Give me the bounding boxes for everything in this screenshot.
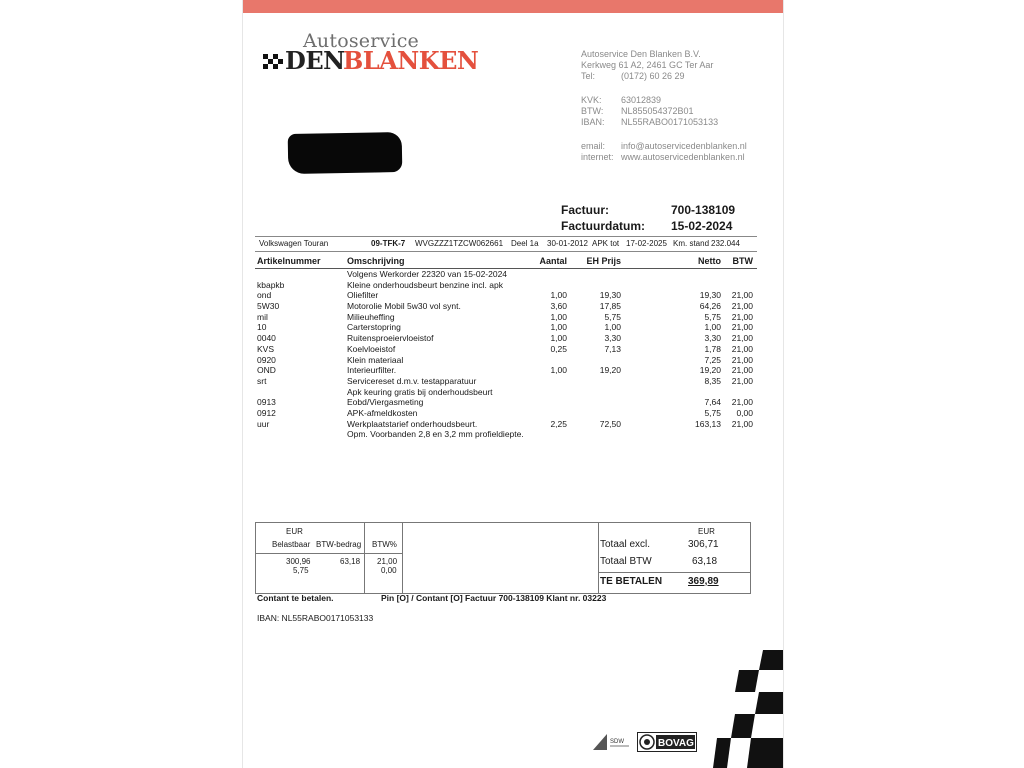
- row-artikelnummer: 10: [257, 322, 267, 333]
- internet-label: internet:: [581, 152, 614, 162]
- te-betalen-value: 369,89: [688, 576, 719, 587]
- row-omschrijving: APK-afmeldkosten: [347, 407, 418, 418]
- sdw-badge-icon: [593, 734, 631, 750]
- kvk-label: KVK:: [581, 95, 602, 105]
- vehicle-model: Volkswagen Touran: [259, 239, 329, 248]
- table-row: [255, 376, 757, 387]
- company-logo: [263, 30, 483, 76]
- row-omschrijving: Koelvloeistof: [347, 343, 396, 354]
- svg-text:BOVAG: BOVAG: [658, 738, 694, 749]
- eur-label-right: EUR: [698, 527, 715, 536]
- btw-pct-label: BTW%: [372, 540, 397, 549]
- row-btw: 21,00: [731, 343, 753, 354]
- row-btw: 21,00: [731, 322, 753, 333]
- col-artikelnummer: Artikelnummer: [257, 256, 321, 266]
- vehicle-plate: 09-TFK-7: [371, 239, 406, 248]
- row-aantal: 1,00: [550, 333, 567, 344]
- table-row: [255, 387, 757, 398]
- table-row: [255, 269, 757, 280]
- iban-label: IBAN:: [581, 117, 605, 127]
- row-btw: 21,00: [731, 301, 753, 312]
- iban-value: NL55RABO0171053133: [621, 117, 719, 127]
- vehicle-vin: WVGZZZ1TZCW062661: [415, 239, 504, 248]
- totaal-excl-label: Totaal excl.: [600, 539, 651, 550]
- row-artikelnummer: 0920: [257, 354, 276, 365]
- row-btw: 21,00: [731, 333, 753, 344]
- row-artikelnummer: kbapkb: [257, 279, 285, 290]
- row-aantal: 1,00: [550, 322, 567, 333]
- row-eh-prijs: 17,85: [599, 301, 621, 312]
- btw-pct-2: 0,00: [381, 566, 397, 575]
- invoice-page: [242, 0, 784, 768]
- table-row: [255, 333, 757, 344]
- row-netto: 19,20: [699, 365, 721, 376]
- email-link[interactable]: info@autoservicedenblanken.nl: [621, 141, 747, 151]
- eur-label-left: EUR: [286, 527, 303, 536]
- table-row: [255, 429, 757, 440]
- company-address: Kerkweg 61 A2, 2461 GC Ter Aar: [581, 60, 714, 70]
- row-btw: 21,00: [731, 354, 753, 365]
- row-artikelnummer: 0913: [257, 397, 276, 408]
- row-omschrijving: Werkplaatstarief onderhoudsbeurt.: [347, 418, 478, 429]
- row-netto: 8,35: [704, 375, 721, 386]
- te-betalen-label: TE BETALEN: [600, 576, 663, 587]
- row-btw: 21,00: [731, 418, 753, 429]
- row-eh-prijs: 3,30: [604, 333, 621, 344]
- deel-date: 30-01-2012: [547, 239, 588, 248]
- col-netto: Netto: [698, 256, 721, 266]
- payment-method: Pin [O] / Contant [O] Factuur 700-138109 Klant nr. 03223: [381, 593, 607, 603]
- totaal-btw-value: 63,18: [692, 556, 718, 567]
- email-label: email:: [581, 141, 606, 151]
- row-netto: 5,75: [704, 407, 721, 418]
- row-eh-prijs: 72,50: [599, 418, 621, 429]
- row-artikelnummer: uur: [257, 418, 270, 429]
- footer-iban: IBAN: NL55RABO0171053133: [257, 613, 374, 623]
- row-netto: 7,64: [704, 397, 721, 408]
- checkered-flag-icon: [263, 50, 283, 70]
- invoice-date: 15-02-2024: [671, 219, 733, 233]
- btw-pct-1: 21,00: [377, 557, 398, 566]
- apk-label: APK tot: [592, 239, 620, 248]
- row-omschrijving: Motorolie Mobil 5w30 vol synt.: [347, 301, 461, 312]
- col-omschrijving: Omschrijving: [347, 256, 405, 266]
- row-omschrijving: Milieuheffing: [347, 311, 395, 322]
- website-link[interactable]: www.autoservicedenblanken.nl: [621, 152, 745, 162]
- row-omschrijving: Apk keuring gratis bij onderhoudsbeurt: [347, 386, 493, 397]
- row-netto: 64,26: [699, 301, 721, 312]
- row-omschrijving: Volgens Werkorder 22320 van 15-02-2024: [347, 269, 508, 279]
- row-eh-prijs: 19,30: [599, 290, 621, 301]
- row-aantal: 2,25: [550, 418, 567, 429]
- row-eh-prijs: 5,75: [604, 311, 621, 322]
- row-artikelnummer: mil: [257, 311, 268, 322]
- header-accent-bar: [243, 0, 783, 13]
- row-aantal: 1,00: [550, 365, 567, 376]
- row-omschrijving: Eobd/Viergasmeting: [347, 397, 424, 408]
- vehicle-info: [255, 236, 757, 252]
- btw-bedrag-label: BTW-bedrag: [316, 540, 362, 549]
- row-omschrijving: Interieurfilter.: [347, 365, 397, 376]
- belastbaar-label: Belastbaar: [272, 540, 311, 549]
- tel-value: (0172) 60 26 29: [621, 71, 685, 81]
- row-netto: 1,00: [704, 322, 721, 333]
- row-omschrijving: Opm. Voorbanden 2,8 en 3,2 mm profieldiepte.: [347, 429, 524, 440]
- btw-value: NL855054372B01: [621, 106, 694, 116]
- deel-label: Deel 1a: [511, 239, 539, 248]
- invoice-date-label: Factuurdatum:: [561, 219, 645, 233]
- row-netto: 5,75: [704, 311, 721, 322]
- checkered-flag-decoration: [713, 650, 783, 768]
- row-artikelnummer: KVS: [257, 343, 275, 354]
- logo-den-text: DEN: [285, 46, 345, 75]
- row-eh-prijs: 19,20: [599, 365, 621, 376]
- col-aantal: Aantal: [539, 256, 567, 266]
- col-eh-prijs: EH Prijs: [586, 256, 621, 266]
- row-artikelnummer: 0040: [257, 333, 276, 344]
- row-artikelnummer: 0912: [257, 407, 276, 418]
- table-row: [255, 344, 757, 355]
- row-omschrijving: Servicereset d.m.v. testapparatuur: [347, 375, 477, 386]
- apk-date: 17-02-2025: [626, 239, 667, 248]
- table-row: [255, 290, 757, 301]
- company-info: [581, 49, 771, 163]
- row-aantal: 1,00: [550, 290, 567, 301]
- btw-label: BTW:: [581, 106, 604, 116]
- table-row: [255, 355, 757, 366]
- invoice-number: 700-138109: [671, 203, 736, 217]
- totaal-excl-value: 306,71: [688, 539, 719, 550]
- belastbaar-1: 300,96: [286, 557, 311, 566]
- row-artikelnummer: srt: [257, 375, 267, 386]
- row-omschrijving: Carterstopring: [347, 322, 401, 333]
- km-value: 232.044: [711, 239, 740, 248]
- table-row: [255, 280, 757, 291]
- belastbaar-2: 5,75: [293, 566, 309, 575]
- table-row: [255, 408, 757, 419]
- row-btw: 21,00: [731, 397, 753, 408]
- row-netto: 163,13: [695, 418, 721, 429]
- table-row: [255, 301, 757, 312]
- row-omschrijving: Ruitensproeiervloeistof: [347, 333, 434, 344]
- svg-text:SDW: SDW: [610, 739, 624, 745]
- row-btw: 21,00: [731, 375, 753, 386]
- items-table-header: [255, 256, 757, 269]
- row-netto: 19,30: [699, 290, 721, 301]
- table-row: [255, 419, 757, 430]
- row-aantal: 1,00: [550, 311, 567, 322]
- row-aantal: 3,60: [550, 301, 567, 312]
- table-row: [255, 365, 757, 376]
- totaal-btw-label: Totaal BTW: [600, 556, 652, 567]
- row-artikelnummer: 5W30: [257, 301, 280, 312]
- btw-bedrag-1: 63,18: [340, 557, 361, 566]
- items-table-body: [255, 269, 757, 440]
- row-artikelnummer: OND: [257, 365, 276, 376]
- logo-blanken-text: BLANKEN: [343, 46, 479, 75]
- tel-label: Tel:: [581, 71, 596, 81]
- kvk-value: 63012839: [621, 95, 662, 105]
- row-btw: 0,00: [736, 407, 753, 418]
- row-eh-prijs: 7,13: [604, 343, 621, 354]
- row-omschrijving: Kleine onderhoudsbeurt benzine incl. apk: [347, 279, 503, 290]
- row-netto: 1,78: [704, 343, 721, 354]
- row-artikelnummer: ond: [257, 290, 272, 301]
- row-btw: 21,00: [731, 290, 753, 301]
- row-btw: 21,00: [731, 365, 753, 376]
- col-btw: BTW: [732, 256, 753, 266]
- row-aantal: 0,25: [550, 343, 567, 354]
- row-btw: 21,00: [731, 311, 753, 322]
- bovag-badge-icon: [637, 732, 697, 752]
- totals-block: [255, 522, 751, 594]
- logo-autoservice-text: Autoservice: [303, 30, 420, 52]
- row-eh-prijs: 1,00: [604, 322, 621, 333]
- row-omschrijving: Klein materiaal: [347, 354, 404, 365]
- row-netto: 7,25: [704, 354, 721, 365]
- table-row: [255, 397, 757, 408]
- invoice-meta: [561, 202, 735, 234]
- row-netto: 3,30: [704, 333, 721, 344]
- row-omschrijving: Oliefilter: [347, 290, 379, 301]
- table-row: [255, 312, 757, 323]
- km-label: Km. stand: [673, 239, 710, 248]
- table-row: [255, 322, 757, 333]
- payment-note: Contant te betalen.: [257, 593, 334, 603]
- invoice-number-label: Factuur:: [561, 203, 609, 217]
- redacted-address: [288, 132, 403, 174]
- company-name: Autoservice Den Blanken B.V.: [581, 49, 701, 59]
